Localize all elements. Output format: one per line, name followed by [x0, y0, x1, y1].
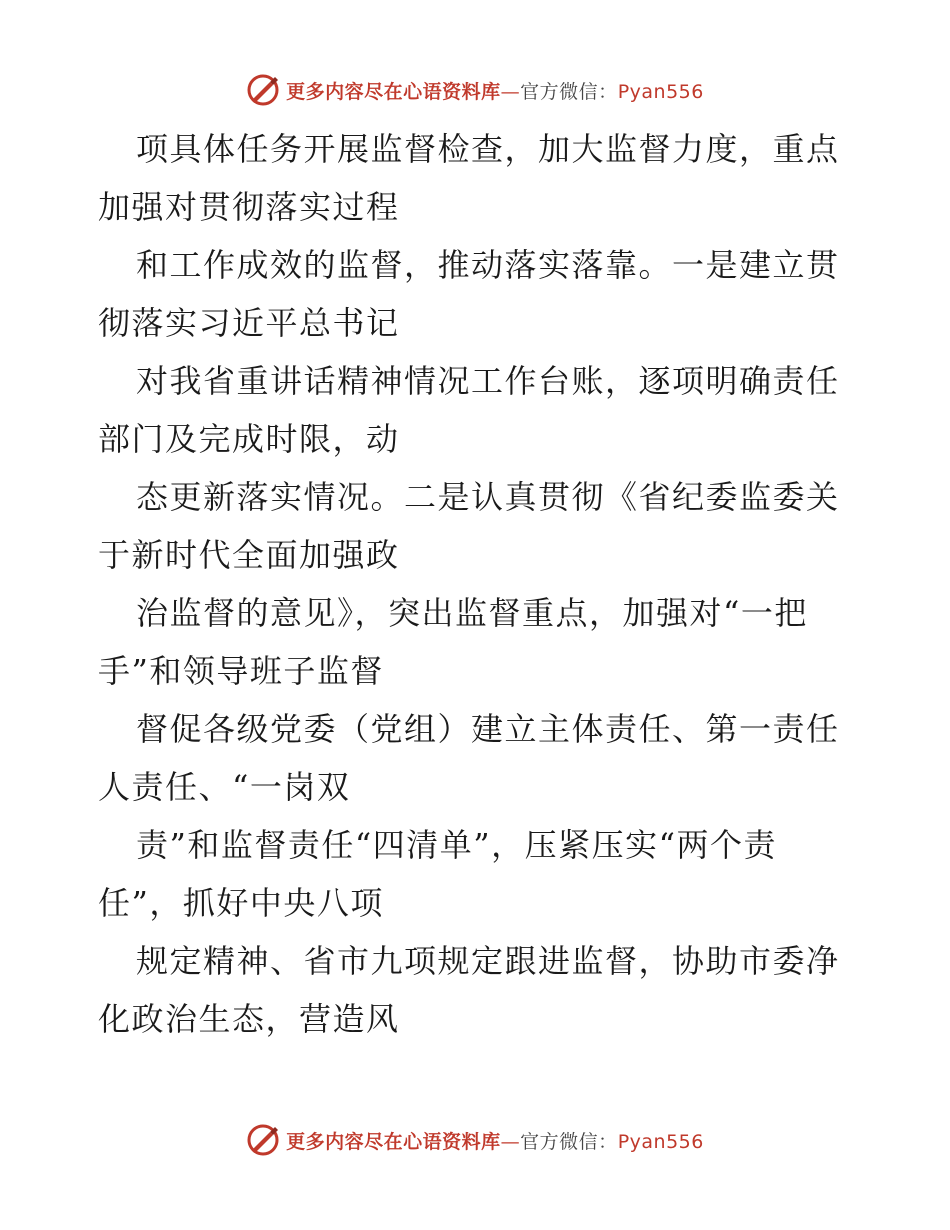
paragraph-3-line-1: 对我省重讲话精神情况工作台账，逐项明确责任	[136, 362, 840, 400]
header-watermark	[0, 70, 950, 110]
watermark-brand: 更多内容尽在心语资料库	[286, 1130, 501, 1153]
footer-watermark	[0, 1120, 950, 1160]
watermark-dash: —	[500, 80, 521, 103]
paragraph-2-line-1: 和工作成效的监督，推动落实落靠。一是建立贯	[136, 246, 840, 284]
paragraph-7-line-2: 任”，抓好中央八项	[98, 884, 384, 922]
paragraph-6-line-2: 人责任、“一岗双	[98, 768, 351, 806]
watermark-text	[286, 77, 704, 104]
pen-logo-icon	[246, 73, 280, 107]
paragraph-5-line-2: 手”和领导班子监督	[98, 652, 384, 690]
paragraph-5-line-1: 治监督的意见》，突出监督重点，加强对“一把	[136, 594, 808, 632]
pen-logo-icon	[246, 1123, 280, 1157]
paragraph-2-line-2: 彻落实习近平总书记	[98, 304, 400, 342]
paragraph-8-line-2: 化政治生态，营造风	[98, 1000, 400, 1038]
paragraph-4-line-1: 态更新落实情况。二是认真贯彻《省纪委监委关	[136, 478, 840, 516]
watermark-brand: 更多内容尽在心语资料库	[286, 80, 501, 103]
paragraph-3-line-2: 部门及完成时限，动	[98, 420, 400, 458]
paragraph-7-line-1: 责”和监督责任“四清单”，压紧压实“两个责	[136, 826, 777, 864]
paragraph-1-line-1: 项具体任务开展监督检查，加大监督力度，重点	[136, 130, 840, 168]
paragraph-4-line-2: 于新时代全面加强政	[98, 536, 400, 574]
paragraph-1-line-2: 加强对贯彻落实过程	[98, 188, 400, 226]
watermark-label: 官方微信：	[520, 80, 618, 103]
document-body	[98, 120, 858, 1048]
paragraph-6-line-1: 督促各级党委（党组）建立主体责任、第一责任	[136, 710, 840, 748]
watermark-handle: Pyan556	[617, 1130, 704, 1153]
watermark-handle: Pyan556	[617, 80, 704, 103]
paragraph-8-line-1: 规定精神、省市九项规定跟进监督，协助市委净	[136, 942, 840, 980]
watermark-text	[286, 1127, 704, 1154]
watermark-label: 官方微信：	[520, 1130, 618, 1153]
watermark-dash: —	[500, 1130, 521, 1153]
